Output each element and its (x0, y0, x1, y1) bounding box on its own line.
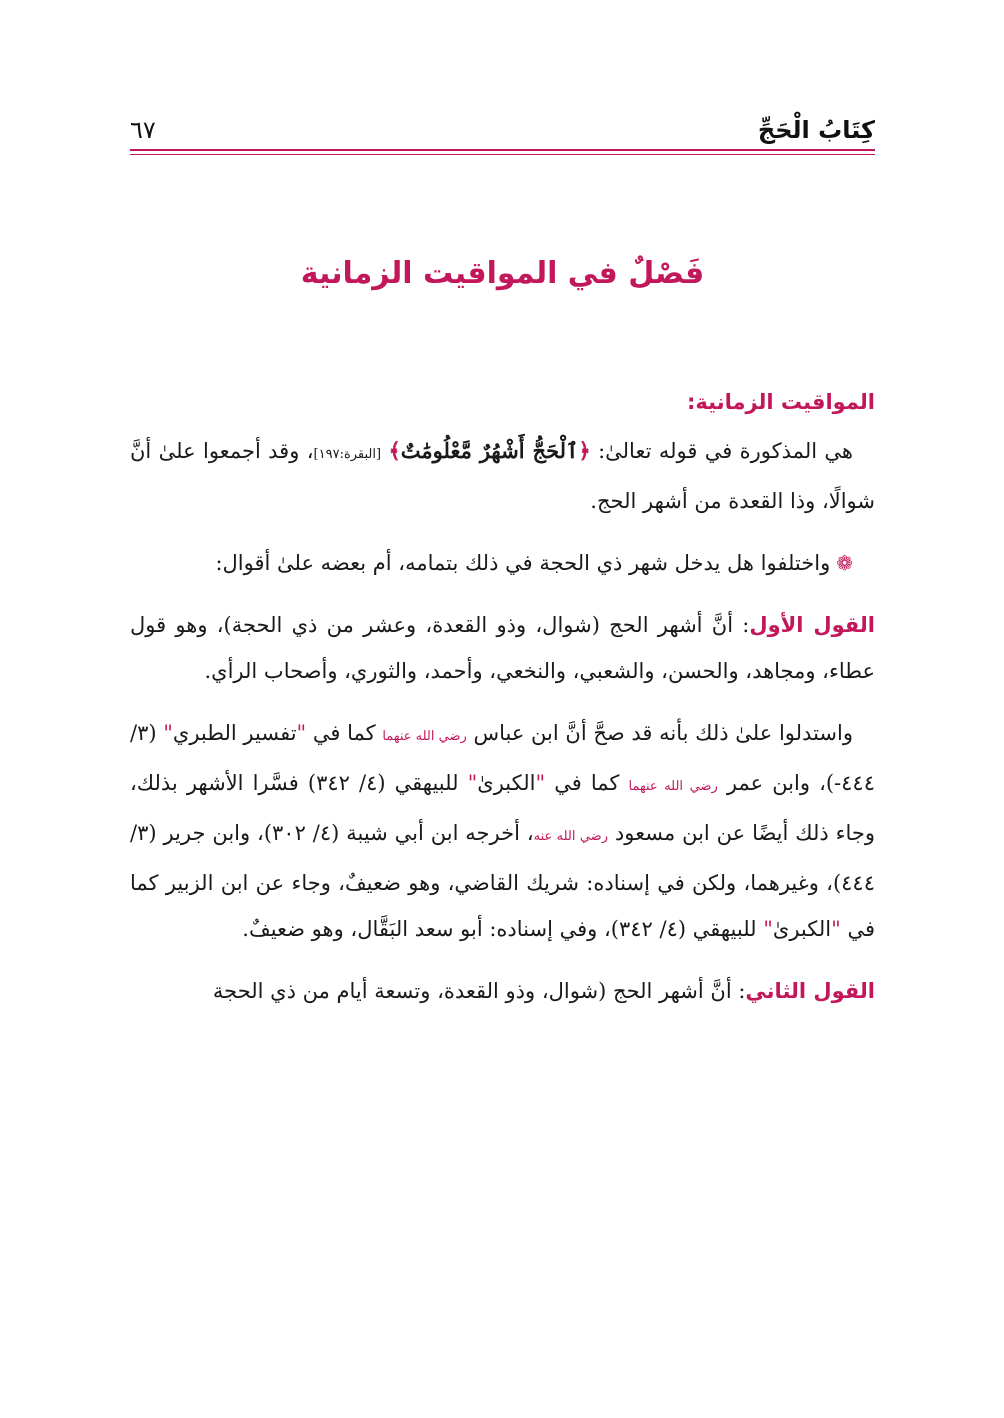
evidence-text: ، أخرجه ابن أبي شيبة (٤/ ٣٠٢)، وابن جرير (٣/ ٤٤٤)، وغيرهما، ولكن في إسناده: شريك القاضي، وهو ضعيفٌ، وجاء عن ابن الزبير كما في (130, 821, 875, 941)
source-title: تفسير الطبري (172, 721, 297, 745)
page-header (130, 104, 875, 144)
quote-mark: " (296, 721, 307, 745)
quote-mark: " (467, 771, 478, 795)
source-title: الكبرىٰ (772, 917, 832, 941)
section-title: فَصْلٌ في المواقيت الزمانية (300, 256, 705, 291)
header-rule-bottom (130, 154, 875, 155)
second-opinion-label: القول الثاني (745, 979, 875, 1003)
book-title: كِتَابُ الْحَجِّ (757, 116, 875, 144)
evidence-text: (٣/ ٤٤٤-)، وابن عمر (130, 721, 875, 795)
header-rule-top (130, 149, 875, 151)
first-opinion-paragraph (130, 602, 875, 694)
evidence-text: للبيهقي (٤/ ٣٤٢) فسَّرا الأشهر بذلك، وجاء ذلك أيضًا عن ابن مسعود (130, 771, 875, 845)
page-body (130, 380, 875, 1030)
dispute-text: واختلفوا هل يدخل شهر ذي الحجة في ذلك بتمامه، أم بعضه علىٰ أقوال: (215, 551, 831, 575)
quran-bracket-close: ﴾ (388, 438, 401, 463)
evidence-text: كما في (306, 721, 383, 745)
quote-mark: " (535, 771, 546, 795)
subheading: المواقيت الزمانية: (686, 390, 875, 414)
evidence-text: كما في (545, 771, 629, 795)
page-number: ٦٧ (130, 116, 156, 144)
evidence-paragraph (130, 710, 875, 952)
intro-text-end: ، وقد أجمعوا علىٰ أنَّ شوالًا، وذا القعدة من أشهر الحج. (130, 439, 875, 513)
quran-verse: ٱلْحَجُّ أَشْهُرٌ مَّعْلُومَٰتٌ (400, 438, 579, 463)
quote-mark: " (163, 721, 173, 745)
second-opinion-paragraph (130, 968, 875, 1014)
intro-text: هي المذكورة في قوله تعالىٰ: (590, 439, 854, 463)
honorific: رضي الله عنهما (628, 779, 718, 794)
evidence-text: واستدلوا علىٰ ذلك بأنه قد صحَّ أنَّ ابن عباس (466, 721, 853, 745)
dispute-paragraph (130, 540, 875, 586)
quote-mark: " (831, 917, 841, 941)
flower-icon: ❁ (836, 551, 853, 575)
source-title: الكبرىٰ (477, 771, 536, 795)
evidence-text: للبيهقي (٤/ ٣٤٢)، وفي إسناده: أبو سعد البَقَّال، وهو ضعيفٌ. (242, 917, 764, 941)
verse-reference: [البقرة:١٩٧] (313, 447, 382, 462)
second-opinion-text: : أنَّ أشهر الحج (شوال، وذو القعدة، وتسعة أيام من ذي الحجة (212, 979, 746, 1003)
quote-mark: " (763, 917, 773, 941)
quran-bracket-open: ﴿ (578, 438, 591, 463)
honorific: رضي الله عنهما (382, 729, 467, 744)
first-opinion-label: القول الأول (749, 613, 875, 637)
first-opinion-text: : أنَّ أشهر الحج (شوال، وذو القعدة، وعشر من ذي الحجة)، وهو قول عطاء، ومجاهد، والحسن، والشعبي، والنخعي، وأحمد، والثوري، وأصحاب الرأي. (130, 613, 875, 683)
honorific: رضي الله عنه (533, 829, 608, 844)
intro-paragraph (130, 428, 875, 524)
